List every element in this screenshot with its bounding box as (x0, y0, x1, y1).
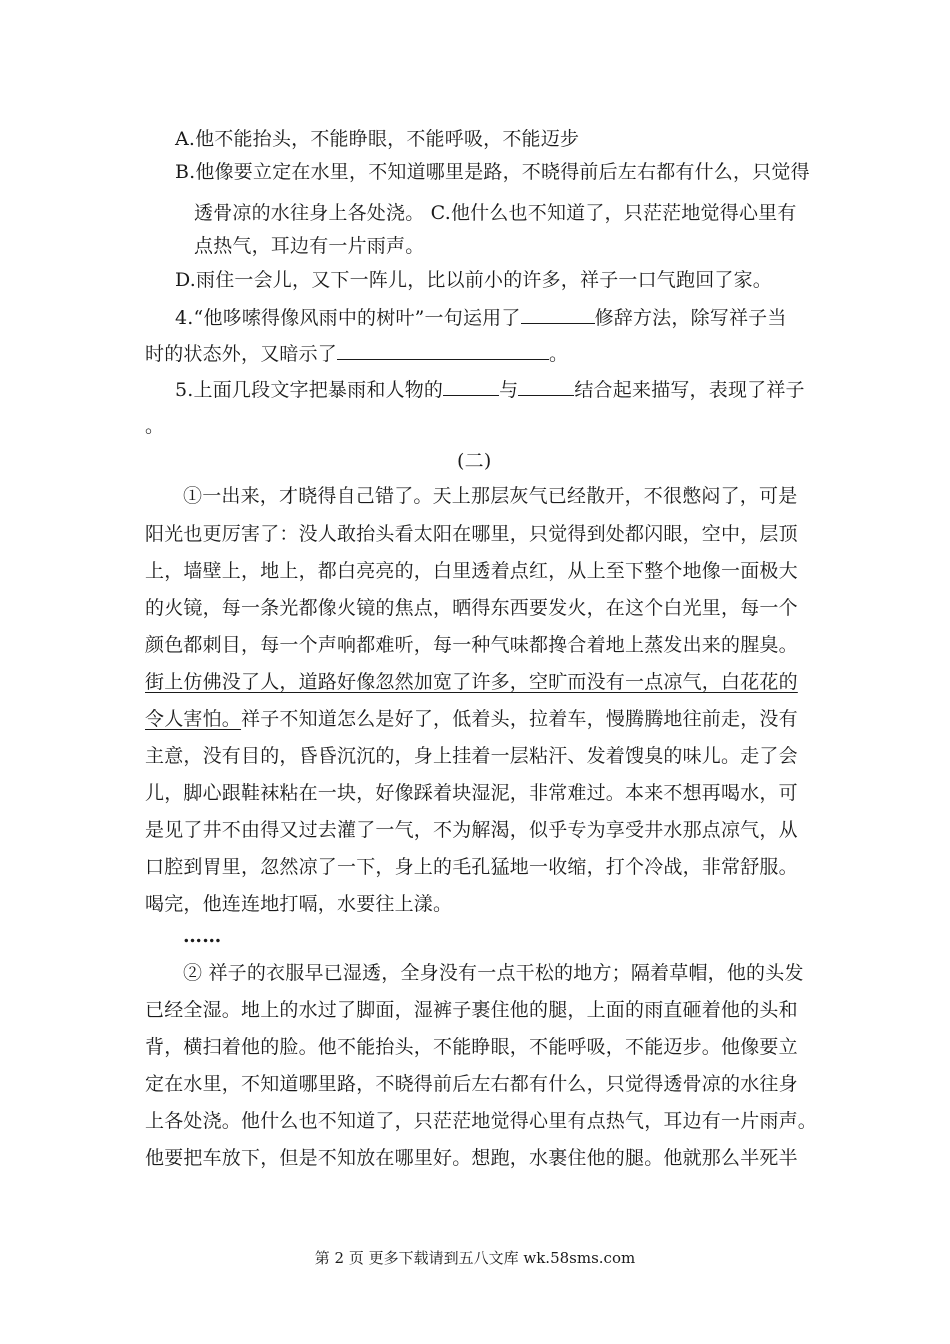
passage1-line2: 阳光也更厉害了：没人敢抬头看太阳在哪里，只觉得到处都闪眼，空中，层顶 (145, 523, 798, 545)
passage2-line6: 他要把车放下，但是不知放在哪里好。想跑，水裹住他的腿。他就那么半死半 (145, 1147, 798, 1169)
question-5-text-c: 结合起来描写，表现了祥子 (574, 379, 805, 401)
passage1-line8: 主意，没有目的，昏昏沉沉的，身上挂着一层粘汗、发着馊臭的味儿。走了会 (145, 745, 798, 767)
answer-blank-q4-1[interactable] (521, 305, 595, 324)
passage1-line4: 的火镜，每一条光都像火镜的焦点，晒得东西要发火，在这个白光里，每一个 (145, 597, 798, 619)
answer-blank-q4-2[interactable] (337, 341, 549, 360)
passage1-line7-rest: 祥子不知道怎么是好了，低着头，拉着车，慢腾腾地往前走，没有 (241, 708, 798, 730)
question-4-text-d: 。 (549, 343, 569, 365)
passage2-line4: 定在水里，不知道哪里路，不晓得前后左右都有什么，只觉得透骨凉的水往身 (145, 1073, 798, 1095)
question-4-line1 (175, 305, 787, 330)
question-5-line1 (175, 377, 805, 402)
question-4-line2 (145, 341, 568, 366)
option-b-line2: 透骨凉的水往身上各处浇。 C.他什么也不知道了，只茫茫地觉得心里有 (194, 202, 797, 224)
question-5-text-b: 与 (499, 379, 519, 401)
answer-blank-q5-2[interactable] (518, 377, 574, 396)
question-5-line2: 。 (145, 415, 165, 437)
question-4-text-a: 4.“他哆嗦得像风雨中的树叶”一句运用了 (175, 307, 521, 329)
passage1-line5: 颜色都刺目，每一个声响都难听，每一种气味都搀合着地上蒸发出来的腥臭。 (145, 634, 798, 656)
page-footer: 第 2 页 更多下载请到五八文库 wk.58sms.com (314, 1249, 636, 1267)
passage1-line12: 喝完，他连连地打嗝，水要往上漾。 (145, 893, 453, 915)
passage1-line6-underlined: 街上仿佛没了人，道路好像忽然加宽了许多，空旷而没有一点凉气，白花花的 (145, 671, 798, 693)
passage1-line7-underlined: 令人害怕。 (145, 708, 242, 730)
passage2-line2: 已经全湿。地上的水过了脚面，湿裤子裹住他的腿，上面的雨直砸着他的头和 (145, 999, 798, 1021)
option-a: A.他不能抬头，不能睁眼，不能呼吸，不能迈步 (175, 128, 580, 150)
passage1-line10: 是见了井不由得又过去灌了一气，不为解渴，似乎专为享受井水那点凉气，从 (145, 819, 798, 841)
option-d: D.雨住一会儿，又下一阵儿，比以前小的许多，祥子一口气跑回了家。 (175, 269, 772, 291)
question-5-text-a: 5.上面几段文字把暴雨和人物的 (175, 379, 444, 401)
answer-blank-q5-1[interactable] (443, 377, 499, 396)
passage1-line3: 上，墙壁上，地上，都白亮亮的，白里透着点红，从上至下整个地像一面极大 (145, 560, 798, 582)
option-c-line2: 点热气，耳边有一片雨声。 (194, 235, 425, 257)
section-title: (二) (457, 450, 492, 472)
passage2-line1: ② 祥子的衣服早已湿透，全身没有一点干松的地方；隔着草帽，他的头发 (183, 962, 804, 984)
passage2-line5: 上各处浇。他什么也不知道了，只茫茫地觉得心里有点热气，耳边有一片雨声。 (145, 1110, 818, 1132)
passage1-line7 (145, 707, 798, 731)
passage1-line9: 儿，脚心跟鞋袜粘在一块，好像踩着块湿泥，非常难过。本来不想再喝水，可 (145, 782, 798, 804)
question-4-text-b: 修辞方法，除写祥子当 (594, 307, 787, 329)
ellipsis: …… (183, 925, 222, 947)
question-4-text-c: 时的状态外，又暗示了 (145, 343, 338, 365)
passage1-line11: 口腔到胃里，忽然凉了一下，身上的毛孔猛地一收缩，打个冷战，非常舒服。 (145, 856, 798, 878)
option-b-line1: B.他像要立定在水里，不知道哪里是路，不晓得前后左右都有什么，只觉得 (175, 161, 810, 183)
passage2-line3: 背，横扫着他的脸。他不能抬头，不能睁眼，不能呼吸，不能迈步。他像要立 (145, 1036, 798, 1058)
passage1-line1: ①一出来，才晓得自己错了。天上那层灰气已经散开，不很憋闷了，可是 (183, 485, 798, 507)
